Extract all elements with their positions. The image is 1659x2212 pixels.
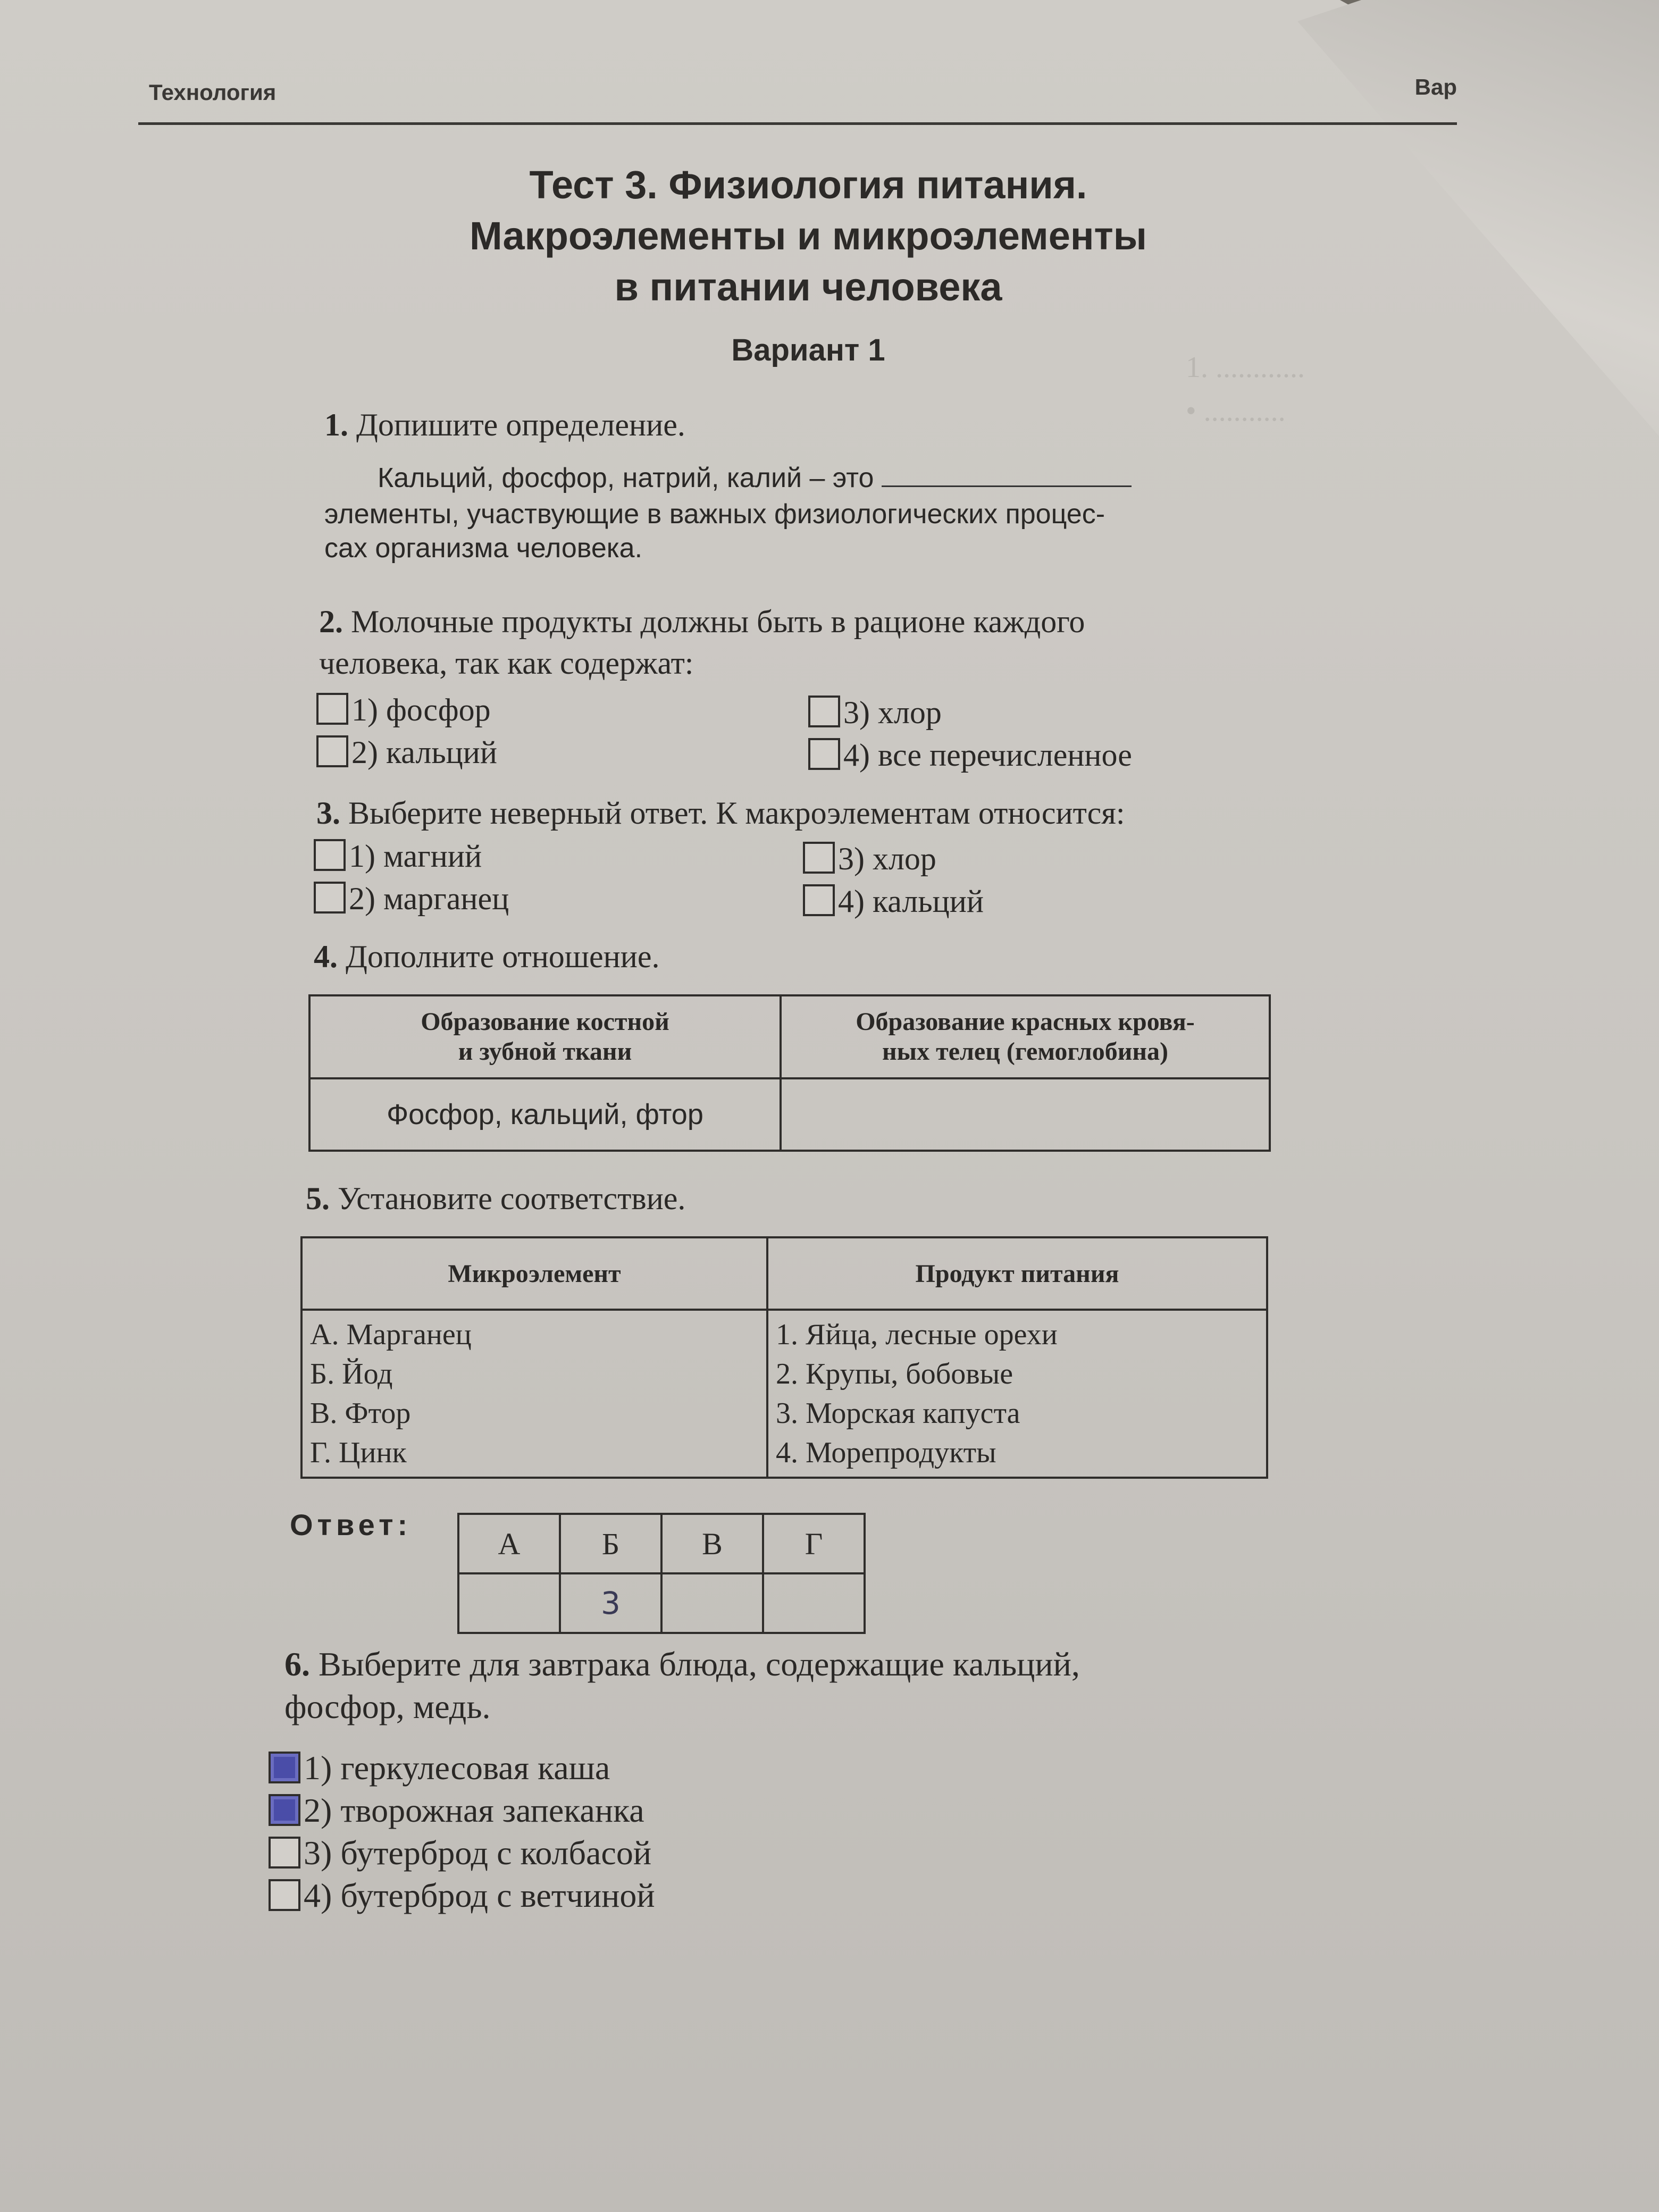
q2-option-2-label: 2) кальций	[351, 735, 498, 770]
subject-label: Технология	[149, 80, 276, 105]
checkbox[interactable]	[314, 882, 346, 914]
list-item: Г. Цинк	[310, 1436, 407, 1469]
matching-col2-header: Продукт питания	[767, 1237, 1267, 1310]
relation-col1-value: Фосфор, кальций, фтор	[309, 1078, 781, 1151]
q1-line-1: Кальций, фосфор, натрий, калий – это	[378, 463, 874, 493]
question-6	[284, 1643, 1321, 1728]
question-3	[316, 792, 1353, 834]
relation-col1-header-line-1: Образование костной	[421, 1008, 669, 1036]
relation-col2-header	[781, 995, 1270, 1078]
question-4	[314, 936, 1324, 977]
q5-number: 5.	[306, 1181, 330, 1216]
q2-prompt-line-1: Молочные продукты должны быть в рационе каждого	[351, 604, 1085, 639]
relation-col2-header-line-1: Образование красных кровя-	[856, 1008, 1195, 1036]
answer-header-a: А	[458, 1514, 560, 1573]
list-item: 4. Морепродукты	[776, 1436, 996, 1469]
q3-option-2[interactable]	[314, 880, 509, 917]
answer-grid	[457, 1513, 866, 1634]
checkbox[interactable]	[803, 884, 835, 916]
q2-option-3[interactable]	[808, 694, 942, 731]
checkbox-checked[interactable]	[269, 1752, 300, 1783]
q6-prompt-line-1: Выберите для завтрака блюда, содержащие кальций,	[319, 1645, 1080, 1683]
q6-number: 6.	[284, 1645, 310, 1683]
q6-option-1[interactable]	[269, 1749, 610, 1787]
q2-option-4-label: 4) все перечисленное	[843, 738, 1132, 773]
q1-line-3: сах организма человека.	[324, 533, 643, 564]
checkbox[interactable]	[269, 1837, 300, 1869]
q4-number: 4.	[314, 939, 338, 974]
title-line-3: в питании человека	[614, 265, 1002, 309]
checkbox[interactable]	[316, 735, 348, 767]
list-item: А. Марганец	[310, 1318, 472, 1351]
q6-option-1-label: 1) геркулесовая каша	[304, 1749, 610, 1787]
matching-left-list	[301, 1310, 767, 1478]
checkbox[interactable]	[316, 693, 348, 725]
test-title	[319, 160, 1297, 313]
matching-table	[300, 1236, 1268, 1479]
checkbox[interactable]	[269, 1879, 300, 1911]
q3-option-1-label: 1) магний	[349, 839, 482, 874]
answer-cell-b[interactable]: 3	[560, 1573, 661, 1633]
question-5	[306, 1178, 1316, 1219]
q3-option-3-label: 3) хлор	[838, 841, 936, 876]
list-item: В. Фтор	[310, 1397, 411, 1430]
relation-table	[308, 994, 1271, 1152]
q2-option-2[interactable]	[316, 734, 497, 771]
answer-label: Ответ:	[290, 1508, 412, 1541]
q2-option-3-label: 3) хлор	[843, 695, 942, 730]
q6-option-4[interactable]	[269, 1877, 655, 1914]
q5-prompt: Установите соответствие.	[338, 1181, 686, 1216]
q3-option-4[interactable]	[803, 883, 984, 920]
title-line-1: Тест 3. Физиология питания.	[529, 163, 1087, 207]
checkbox[interactable]	[808, 738, 840, 770]
bleed-through: 1. ............ • ...........	[1186, 351, 1305, 428]
header-right-fragment: Вар	[1414, 74, 1457, 99]
q3-option-4-label: 4) кальций	[838, 884, 984, 919]
answer-header-v: В	[661, 1514, 763, 1573]
q3-number: 3.	[316, 795, 340, 831]
q3-option-3[interactable]	[803, 840, 936, 877]
checkbox-checked[interactable]	[269, 1794, 300, 1826]
variant-label: Вариант 1	[731, 333, 885, 367]
checkbox[interactable]	[314, 839, 346, 871]
q6-option-3[interactable]	[269, 1834, 651, 1872]
relation-col1-header	[309, 995, 781, 1078]
matching-right-list	[767, 1310, 1267, 1478]
q1-number: 1.	[324, 407, 348, 442]
answer-cell-g[interactable]	[763, 1573, 865, 1633]
page-header	[138, 74, 1457, 125]
answer-header-g: Г	[763, 1514, 865, 1573]
list-item: 3. Морская капуста	[776, 1397, 1020, 1430]
checkbox[interactable]	[803, 842, 835, 874]
q3-option-1[interactable]	[314, 837, 482, 875]
q6-option-2[interactable]	[269, 1792, 644, 1829]
q2-option-4[interactable]	[808, 736, 1132, 774]
q1-answer-blank[interactable]	[882, 462, 1132, 487]
q6-option-2-label: 2) творожная запеканка	[304, 1791, 644, 1829]
list-item: Б. Йод	[310, 1358, 393, 1390]
relation-col2-answer-cell[interactable]	[781, 1078, 1270, 1151]
q2-option-1-label: 1) фосфор	[351, 692, 491, 727]
q1-prompt: Допишите определение.	[356, 407, 685, 442]
list-item: 1. Яйца, лесные орехи	[776, 1318, 1058, 1351]
title-line-2: Макроэлементы и микроэлементы	[469, 214, 1147, 258]
q1-line-2: элементы, участвующие в важных физиологических процес-	[324, 499, 1105, 530]
q2-prompt-line-2: человека, так как содержат:	[319, 646, 694, 681]
question-1	[324, 404, 1281, 571]
relation-col1-header-line-2: и зубной ткани	[458, 1037, 632, 1066]
q3-prompt: Выберите неверный ответ. К макроэлементам относится:	[348, 795, 1125, 831]
matching-col1-header: Микроэлемент	[301, 1237, 767, 1310]
list-item: 2. Крупы, бобовые	[776, 1358, 1013, 1390]
q2-number: 2.	[319, 604, 343, 639]
q2-option-1[interactable]	[316, 691, 491, 728]
answer-cell-v[interactable]	[661, 1573, 763, 1633]
q6-option-4-label: 4) бутерброд с ветчиной	[304, 1876, 655, 1914]
checkbox[interactable]	[808, 696, 840, 727]
answer-cell-a[interactable]	[458, 1573, 560, 1633]
q4-prompt: Дополните отношение.	[346, 939, 660, 974]
q3-option-2-label: 2) марганец	[349, 881, 509, 916]
q6-prompt-line-2: фосфор, медь.	[284, 1688, 491, 1725]
question-2	[319, 601, 1329, 684]
q6-option-3-label: 3) бутерброд с колбасой	[304, 1834, 652, 1872]
relation-col2-header-line-2: ных телец (гемоглобина)	[882, 1037, 1168, 1066]
answer-header-b: Б	[560, 1514, 661, 1573]
